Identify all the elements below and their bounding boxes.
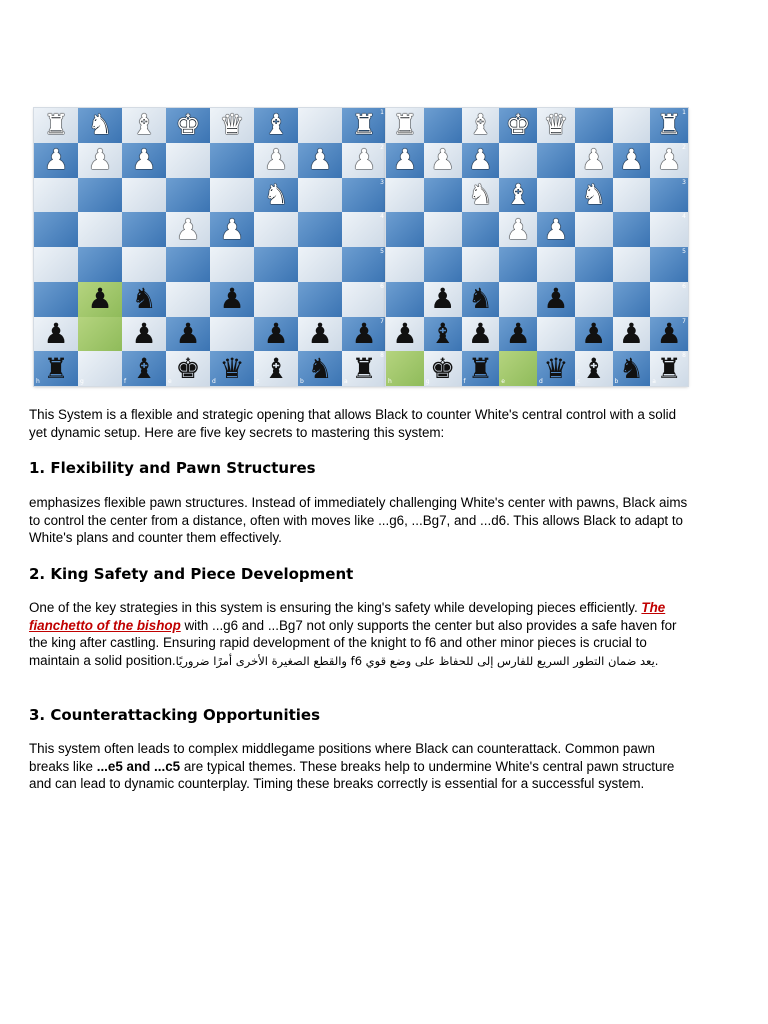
white-knight-icon: ♞ [467, 177, 493, 211]
rank-label: 8 [682, 352, 686, 360]
board-square [254, 317, 298, 352]
rank-label: 5 [682, 248, 686, 255]
board-square [342, 282, 386, 317]
rank-label: 7 [380, 317, 384, 325]
board-square [386, 143, 424, 178]
board-square [613, 108, 651, 143]
board-square [613, 351, 651, 386]
section-heading-counterattacking: 3. Counterattacking Opportunities [29, 706, 321, 724]
board-square [254, 212, 298, 247]
board-square [34, 317, 78, 352]
file-label: d [212, 378, 216, 385]
white-pawn-icon: ♟ [618, 143, 644, 177]
white-king-icon: ♚ [175, 108, 201, 142]
board-square [462, 108, 500, 143]
board-square [575, 212, 613, 247]
board-square [122, 143, 166, 178]
board-square [650, 247, 688, 282]
board-square [537, 108, 575, 143]
board-square [166, 212, 210, 247]
white-bishop-icon: ♝ [131, 108, 157, 142]
black-queen-icon: ♛ [543, 351, 569, 385]
file-label: b [300, 378, 304, 385]
board-square [424, 351, 462, 386]
board-square [254, 108, 298, 143]
black-knight-icon: ♞ [618, 351, 644, 385]
board-square [78, 247, 122, 282]
white-pawn-icon: ♟ [505, 212, 531, 246]
black-pawn-icon: ♟ [131, 316, 157, 350]
black-pawn-icon: ♟ [618, 316, 644, 350]
black-pawn-icon: ♟ [467, 316, 493, 350]
board-square [386, 282, 424, 317]
board-square [34, 282, 78, 317]
board-square [342, 317, 386, 352]
file-label: h [36, 378, 40, 385]
black-pawn-icon: ♟ [656, 316, 682, 350]
black-knight-icon: ♞ [467, 282, 493, 316]
board-square [537, 317, 575, 352]
rank-label: 3 [380, 178, 384, 186]
board-square [166, 351, 210, 386]
board-square [575, 282, 613, 317]
board-square [78, 143, 122, 178]
rank-label: 6 [380, 282, 384, 290]
rank-label: 1 [682, 109, 686, 116]
white-pawn-icon: ♟ [467, 143, 493, 177]
board-square [210, 282, 254, 317]
white-rook-icon: ♜ [351, 108, 377, 142]
black-queen-icon: ♛ [219, 351, 245, 385]
board-square [210, 178, 254, 213]
board-square [122, 317, 166, 352]
white-pawn-icon: ♟ [87, 143, 113, 177]
body-mid-text: with ...g6 and ...Bg7 not only supports the center but also provides a safe haven for the king after castling. Ensuring rapid development of the knight to f6 and other minor pieces is crucial to maintain a solid position. [29, 617, 677, 668]
board-square [537, 351, 575, 386]
board-square [342, 351, 386, 386]
board-square [34, 178, 78, 213]
board-square [462, 317, 500, 352]
board-square [166, 143, 210, 178]
board-square [424, 178, 462, 213]
black-rook-icon: ♜ [351, 351, 377, 385]
board-square [613, 212, 651, 247]
file-label: b [614, 378, 619, 385]
file-label: h [388, 378, 392, 385]
file-label: c [256, 378, 260, 385]
rank-label: 8 [380, 352, 384, 360]
black-pawn-icon: ♟ [430, 282, 456, 316]
black-pawn-icon: ♟ [505, 316, 531, 350]
board-square [575, 351, 613, 386]
board-square [386, 247, 424, 282]
board-square [386, 108, 424, 143]
white-king-icon: ♚ [505, 108, 531, 142]
arabic-text: والقطع الصغيرة الأخرى أمرًا ضروريًا f6 يعد ضمان التطور السريع للفارس إلى للحفاظ على وضع قوي. [175, 653, 659, 668]
board-square [34, 247, 78, 282]
board-square [298, 143, 342, 178]
board-square [462, 178, 500, 213]
board-square [298, 247, 342, 282]
board-square [298, 178, 342, 213]
board-square [122, 282, 166, 317]
file-label: c [576, 378, 581, 385]
black-pawn-icon: ♟ [263, 316, 289, 350]
board-square [537, 247, 575, 282]
black-pawn-icon: ♟ [392, 316, 418, 350]
file-label: e [501, 378, 505, 385]
board-square [424, 108, 462, 143]
white-pawn-icon: ♟ [131, 143, 157, 177]
rank-label: 1 [380, 109, 384, 116]
white-pawn-icon: ♟ [43, 143, 69, 177]
white-rook-icon: ♜ [43, 108, 69, 142]
board-square [613, 247, 651, 282]
board-square [166, 282, 210, 317]
section-heading-flexibility: 1. Flexibility and Pawn Structures [29, 459, 316, 477]
board-square [575, 317, 613, 352]
white-rook-icon: ♜ [656, 108, 682, 142]
body-start-text: One of the key strategies in this system is ensuring the king's safety while developing pieces efficiently. [29, 600, 642, 615]
board-square [166, 317, 210, 352]
intro-paragraph: This System is a flexible and strategic opening that allows Black to counter White's central control with a solid yet dynamic setup. Here are five key secrets to mastering this system: [29, 407, 677, 440]
board-square [650, 108, 688, 143]
board-square [462, 351, 500, 386]
board-square [78, 108, 122, 143]
body-end-text: are typical themes. These breaks help to undermine White's central pawn structure and can lead to dynamic counterplay. Timing these breaks correctly is essential for a successful system. [29, 758, 675, 792]
board-square [537, 143, 575, 178]
board-square [78, 351, 122, 386]
board-square [34, 351, 78, 386]
rank-label: 6 [682, 282, 686, 290]
white-queen-icon: ♛ [219, 108, 245, 142]
board-square [424, 212, 462, 247]
board-square [575, 143, 613, 178]
board-square [613, 143, 651, 178]
file-label: e [168, 378, 172, 385]
file-label: a [344, 378, 348, 385]
white-pawn-icon: ♟ [581, 143, 607, 177]
board-square [462, 247, 500, 282]
white-pawn-icon: ♟ [307, 143, 333, 177]
black-rook-icon: ♜ [656, 351, 682, 385]
white-knight-icon: ♞ [87, 108, 113, 142]
file-label: d [539, 378, 543, 385]
white-knight-icon: ♞ [581, 177, 607, 211]
chess-board-left [34, 108, 386, 386]
black-king-icon: ♚ [175, 351, 201, 385]
board-square [499, 178, 537, 213]
black-pawn-icon: ♟ [43, 316, 69, 350]
board-square [342, 212, 386, 247]
black-pawn-icon: ♟ [581, 316, 607, 350]
board-square [499, 282, 537, 317]
black-pawn-icon: ♟ [543, 282, 569, 316]
board-square [650, 282, 688, 317]
board-square [298, 351, 342, 386]
white-pawn-icon: ♟ [392, 143, 418, 177]
board-square [210, 351, 254, 386]
rank-label: 5 [380, 248, 384, 255]
board-square [650, 351, 688, 386]
board-square [499, 212, 537, 247]
black-pawn-icon: ♟ [87, 282, 113, 316]
black-bishop-icon: ♝ [581, 351, 607, 385]
section-body-counterattacking [29, 740, 689, 793]
white-pawn-icon: ♟ [543, 212, 569, 246]
board-square [575, 247, 613, 282]
board-square [650, 178, 688, 213]
file-label: g [80, 378, 84, 385]
rank-label: 4 [380, 213, 384, 221]
board-square [342, 143, 386, 178]
white-pawn-icon: ♟ [175, 212, 201, 246]
board-square [210, 317, 254, 352]
white-pawn-icon: ♟ [430, 143, 456, 177]
board-square [499, 143, 537, 178]
board-square [210, 212, 254, 247]
white-knight-icon: ♞ [263, 177, 289, 211]
white-bishop-icon: ♝ [263, 108, 289, 142]
chess-board-right [386, 108, 688, 386]
board-square [613, 178, 651, 213]
black-pawn-icon: ♟ [351, 316, 377, 350]
board-square [575, 108, 613, 143]
white-bishop-icon: ♝ [467, 108, 493, 142]
board-square [386, 178, 424, 213]
file-label: a [652, 378, 656, 385]
black-pawn-icon: ♟ [219, 282, 245, 316]
board-square [424, 247, 462, 282]
black-pawn-icon: ♟ [307, 316, 333, 350]
board-square [424, 317, 462, 352]
board-square [34, 143, 78, 178]
board-square [575, 178, 613, 213]
black-rook-icon: ♜ [467, 351, 493, 385]
white-rook-icon: ♜ [392, 108, 418, 142]
board-square [386, 317, 424, 352]
board-square [210, 247, 254, 282]
white-queen-icon: ♛ [543, 108, 569, 142]
board-square [499, 108, 537, 143]
white-bishop-icon: ♝ [505, 177, 531, 211]
black-bishop-icon: ♝ [263, 351, 289, 385]
board-square [386, 212, 424, 247]
board-square [166, 178, 210, 213]
board-square [298, 282, 342, 317]
black-knight-icon: ♞ [307, 351, 333, 385]
board-square [386, 351, 424, 386]
rank-label: 2 [380, 143, 384, 151]
board-square [122, 178, 166, 213]
black-king-icon: ♚ [430, 351, 456, 385]
board-square [122, 351, 166, 386]
board-square [298, 317, 342, 352]
board-square [254, 178, 298, 213]
file-label: g [425, 378, 430, 385]
pawn-breaks-bold: ...e5 and ...c5 [96, 758, 181, 774]
board-square [166, 247, 210, 282]
board-square [613, 317, 651, 352]
board-square [298, 108, 342, 143]
white-pawn-icon: ♟ [656, 143, 682, 177]
board-square [254, 247, 298, 282]
board-square [537, 178, 575, 213]
board-square [462, 282, 500, 317]
board-square [78, 282, 122, 317]
board-square [210, 108, 254, 143]
black-bishop-icon: ♝ [430, 316, 456, 350]
black-rook-icon: ♜ [43, 351, 69, 385]
black-knight-icon: ♞ [131, 282, 157, 316]
white-pawn-icon: ♟ [219, 212, 245, 246]
board-square [499, 247, 537, 282]
board-square [342, 247, 386, 282]
fianchetto-link[interactable]: The fianchetto of the bishop [29, 600, 666, 633]
board-square [122, 247, 166, 282]
section-heading-king-safety: 2. King Safety and Piece Development [29, 565, 354, 583]
board-square [537, 282, 575, 317]
board-square [342, 178, 386, 213]
board-square [254, 282, 298, 317]
rank-label: 4 [682, 213, 686, 221]
white-pawn-icon: ♟ [263, 143, 289, 177]
board-square [122, 108, 166, 143]
file-label: f [124, 378, 127, 385]
white-pawn-icon: ♟ [351, 143, 377, 177]
board-square [122, 212, 166, 247]
board-square [424, 282, 462, 317]
board-square [424, 143, 462, 178]
board-square [166, 108, 210, 143]
board-square [499, 351, 537, 386]
board-square [254, 351, 298, 386]
section-body-king-safety [29, 599, 689, 670]
board-square [499, 317, 537, 352]
board-square [210, 143, 254, 178]
black-pawn-icon: ♟ [175, 316, 201, 350]
board-square [537, 212, 575, 247]
board-square [650, 317, 688, 352]
board-square [342, 108, 386, 143]
board-square [613, 282, 651, 317]
body-start-text: This system often leads to complex middlegame positions where Black can counterattack. Common pawn breaks like [29, 741, 655, 774]
board-square [34, 108, 78, 143]
board-square [462, 212, 500, 247]
board-square [78, 178, 122, 213]
board-square [462, 143, 500, 178]
rank-label: 3 [682, 178, 686, 186]
board-square [650, 143, 688, 178]
board-square [78, 212, 122, 247]
board-square [650, 212, 688, 247]
file-label: f [463, 378, 466, 385]
board-square [254, 143, 298, 178]
rank-label: 7 [682, 317, 686, 325]
black-bishop-icon: ♝ [131, 351, 157, 385]
rank-label: 2 [682, 143, 686, 151]
board-square [34, 212, 78, 247]
board-square [78, 317, 122, 352]
board-square [298, 212, 342, 247]
section-body-flexibility: emphasizes flexible pawn structures. Instead of immediately challenging White's center with pawns, Black aims to control the center from a distance, often with moves like ...g6, ...Bg7, and ...d6. This allows Black to adapt to White's plans and counter them effectively. [29, 495, 688, 546]
